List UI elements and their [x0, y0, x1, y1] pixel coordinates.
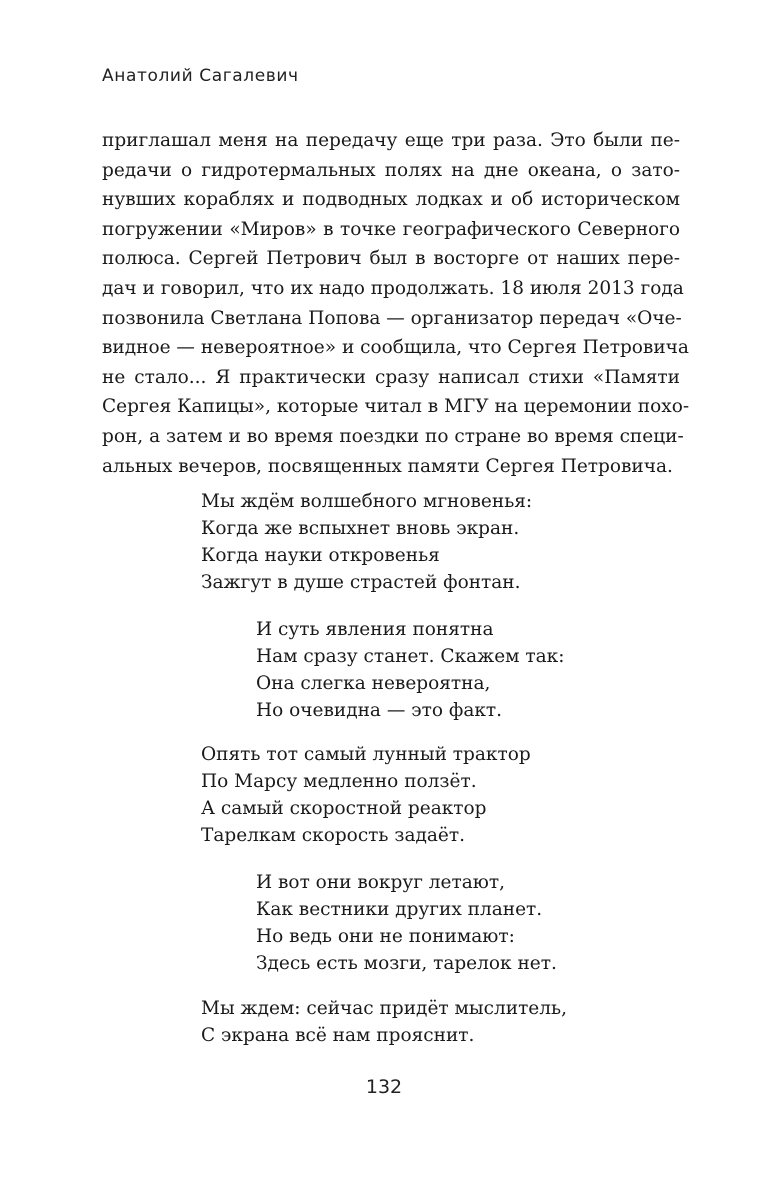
- poem-line: Тарелкам скорость задаёт.: [201, 825, 465, 846]
- poem-line: Мы ждем: сейчас придёт мыслитель,: [201, 998, 567, 1019]
- poem-line: По Марсу медленно ползёт.: [201, 771, 477, 792]
- prose-line: рон, а затем и во время поездки по стране во время специ-: [102, 425, 684, 447]
- poem-line: Когда же вспыхнет вновь экран.: [201, 518, 520, 539]
- page-number: 132: [365, 1076, 403, 1098]
- prose-line: полюса. Сергей Петрович был в восторге от наших пере-: [102, 248, 680, 270]
- prose-line: альных вечеров, посвященных памяти Сергея Петровича.: [102, 455, 673, 477]
- poem-line: И суть явления понятна: [256, 619, 494, 640]
- poem-stanza-2: [256, 616, 564, 724]
- poem-stanza-5: [201, 995, 567, 1049]
- poem-line: С экрана всё нам прояснит.: [201, 1025, 475, 1046]
- poem-line: Она слегка невероятна,: [256, 673, 491, 694]
- poem-line: Как вестники других планет.: [256, 899, 543, 920]
- prose-line: не стало... Я практически сразу написал стихи «Памяти: [102, 366, 680, 388]
- prose-line: редачи о гидротермальных полях на дне океана, о зато-: [102, 159, 680, 181]
- prose-paragraph: [102, 126, 690, 481]
- poem-line: Когда науки откровенья: [201, 545, 440, 566]
- poem-stanza-3: [201, 741, 531, 849]
- poem-stanza-4: [256, 869, 557, 977]
- prose-line: дач и говорил, что их надо продолжать. 18 июля 2013 года: [102, 277, 684, 299]
- prose-line: позвонила Светлана Попова — организатор передач «Оче-: [102, 307, 682, 329]
- poem-line: И вот они вокруг летают,: [256, 872, 505, 893]
- poem-line: Но очевидна — это факт.: [256, 700, 503, 721]
- poem-line: Здесь есть мозги, тарелок нет.: [256, 953, 557, 974]
- poem-line: Но ведь они не понимают:: [256, 926, 515, 947]
- poem-line: Зажгут в душе страстей фонтан.: [201, 572, 521, 593]
- poem-line: А самый скоростной реактор: [201, 798, 487, 819]
- poem-line: Опять тот самый лунный трактор: [201, 744, 531, 765]
- prose-line: видное — невероятное» и сообщила, что Сергея Петровича: [102, 337, 689, 359]
- running-header-author: Анатолий Сагалевич: [102, 66, 299, 86]
- poem-line: Мы ждём волшебного мгновенья:: [201, 491, 533, 512]
- prose-line: нувших кораблях и подводных лодках и об историческом: [102, 189, 680, 211]
- prose-line: погружении «Миров» в точке географического Северного: [102, 218, 680, 240]
- prose-line: приглашал меня на передачу еще три раза. Это были пе-: [102, 130, 680, 151]
- prose-line: Сергея Капицы», которые читал в МГУ на церемонии похо-: [102, 396, 690, 418]
- poem-line: Нам сразу станет. Скажем так:: [256, 646, 565, 667]
- poem-stanza-1: [201, 488, 532, 596]
